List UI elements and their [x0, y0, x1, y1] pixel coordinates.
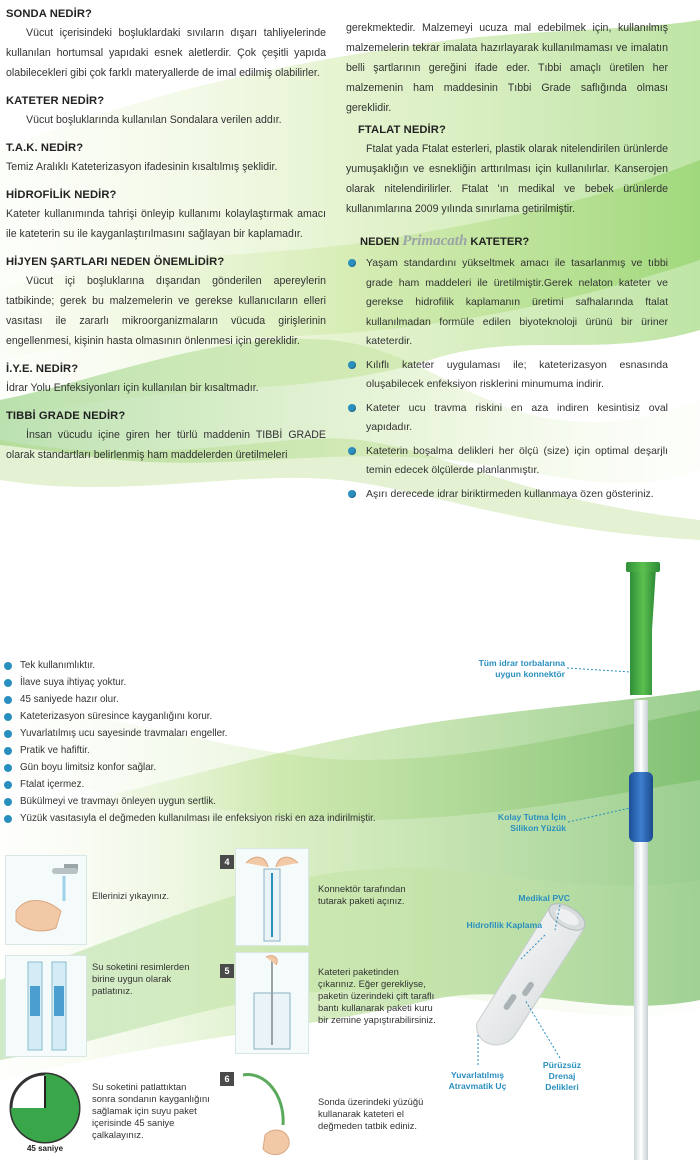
list-item: Yuvarlatılmış ucu sayesinde travmaları engeller. [0, 725, 450, 742]
step-number: 4 [220, 855, 234, 869]
step-text: Ellerinizi yıkayınız. [92, 890, 170, 901]
section-title: İ.Y.E. NEDİR? [6, 363, 79, 375]
section-body: İnsan vücudu içine giren her türlü maddenin TIBBİ GRADE olarak standartları belirlenmiş ham maddelerden üretilmeleri [6, 429, 326, 461]
callout-tip: Yuvarlatılmış Atravmatik Uç [448, 1070, 507, 1091]
list-item: İlave suya ihtiyaç yoktur. [0, 674, 450, 691]
timer-label: 45 saniye [26, 1144, 64, 1153]
list-item: Aşırı derecede idrar biriktirmeden kullanmaya özen gösteriniz. [346, 485, 668, 505]
callout-connector: Tüm idrar torbalarına uygun konnektör [478, 658, 565, 679]
section-body: Vücut boşluklarında kullanılan Sondalara verilen addır. [26, 114, 282, 126]
list-item: Ftalat içermez. [0, 776, 450, 793]
step-text: Su soketini patlattıktan sonra sondanın kayganlığını sağlamak için suyu paket içerisinde 45 saniye çalkalayınız. [92, 1081, 210, 1140]
step-text: Kateteri paketinden çıkarınız. Eğer gerekliyse, paketin üzerindeki çift taraflı bantı kullanarak paketi kuru bir zemine yapıştırabilirsiniz. [318, 966, 436, 1025]
list-item: Kateterizasyon süresince kayganlığını korur. [0, 708, 450, 725]
section-title: SONDA NEDİR? [6, 8, 92, 20]
ftalat-title: FTALAT NEDİR? [358, 124, 446, 136]
callout-ring: Kolay Tutma İçin Silikon Yüzük [497, 812, 566, 833]
callout-hydrofilic: Hidrofilik Kaplama [466, 920, 542, 930]
list-item: Tek kullanımlıktır. [0, 657, 450, 674]
list-item: Gün boyu limitsiz konfor sağlar. [0, 759, 450, 776]
callout-holes: Pürüzsüz Drenaj Delikleri [542, 1060, 582, 1092]
section-title: HİDROFİLİK NEDİR? [6, 189, 117, 201]
section-body: Vücut içi boşluklarına dışarıdan gönderilen apereylerin tatbikinde; gerek bu malzemelerin ve gerekse kullanıcıların elleri vasıtası ile zararlı mikroorganizmaların vücuda girişlerinin engellenmesi, kişinin hasta olmasının önlenmesi için gereklidir. [6, 275, 326, 347]
step-text: Sonda üzerindeki yüzüğü kullanarak kateteri el değmeden tatbik ediniz. [318, 1096, 424, 1131]
section-body: Vücut içerisindeki boşluklardaki sıvıların dışarı tahliyelerinde kullanılan hortumsal yapıdaki esnek aletlerdir. Çok çeşitli yapıda olabilecekleri gibi çok farklı materyallerde de imal edilmiş olabilirler. [6, 27, 326, 79]
list-item: Kateterin boşalma delikleri her ölçü (size) için optimal deşarjlı temin edecek ölçülerde planlanmıştır. [346, 442, 668, 481]
callout-pvc: Medikal PVC [518, 893, 570, 903]
section-title: T.A.K. NEDİR? [6, 142, 84, 154]
step-number: 6 [220, 1072, 234, 1086]
section-body: Kateter kullanımında tahrişi önleyip kullanımı kolaylaştırmak amacı ile kateterin su ile kayganlaştırılmasını sağlayan bir kaplamadır. [6, 208, 326, 240]
list-item: Bükülmeyi ve travmayı önleyen uygun sertlik. [0, 793, 450, 810]
section-title: KATETER NEDİR? [6, 95, 105, 107]
list-item: Yaşam standardını yükseltmek amacı ile tasarlanmış ve tıbbi grade ham maddeleri ile üretilmiştir.Gerek nelaton kateter ve gerekse hidrofilik kaplamanın üretimi safhalarında ftalat kullanılmadan formüle edilen biyoteknoloji ürünü bir üriner kateterdir. [346, 254, 668, 352]
ftalat-body: Ftalat yada Ftalat esterleri, plastik olarak nitelendirilen ürünlerde yumuşaklığın ve esnekliğin arttırılması için kullanılırlar. Kanserojen olarak nitelendirilirler. Ftalat 'ın medikal ve bebek ürünlerde kullanımlarına 2009 yılında sınırlama getirilmiştir. [346, 143, 668, 215]
section-title: TIBBİ GRADE NEDİR? [6, 410, 126, 422]
why-suffix: KATETER? [470, 236, 530, 248]
list-item: Kateter ucu travma riskini en aza indiren kesintisiz oval yapıdadır. [346, 399, 668, 438]
section-title: HİJYEN ŞARTLARI NEDEN ÖNEMLİDİR? [6, 256, 225, 268]
list-item: Pratik ve hafiftir. [0, 742, 450, 759]
step-number: 5 [220, 964, 234, 978]
step-text: Su soketini resimlerden birine uygun olarak patlatınız. [92, 961, 190, 996]
section-body: İdrar Yolu Enfeksiyonları için kullanılan bir kısaltmadır. [6, 382, 259, 394]
step-text: Konnektör tarafından tutarak paketi açınız. [318, 883, 406, 906]
section-body: Temiz Aralıklı Kateterizasyon ifadesinin kısaltılmış şeklidir. [6, 161, 278, 173]
why-prefix: NEDEN [360, 236, 400, 248]
tibbi-grade-continuation: gerekmektedir. Malzemeyi ucuza mal edebilmek için, kullanılmış malzemelerin tekrar imalata hazırlayarak kullanılmaması ve imalatın belli şartlarının gereğini ifade eder. Tıbbi amaçlı üretilen her malzemenin ham maddesinin Tıbbi Grade saflığında olması gereklidir. [346, 22, 668, 114]
list-item: Kılıflı kateter uygulaması ile; kateterizasyon esnasında oluşabilecek enfeksiyon risklerini minumuma indirir. [346, 356, 668, 395]
brand-logo-text: Primacath [402, 233, 468, 249]
list-item: 45 saniyede hazır olur. [0, 691, 450, 708]
list-item: Yüzük vasıtasıyla el değmeden kullanılması ile enfeksiyon riski en aza indirilmiştir. [0, 810, 450, 827]
